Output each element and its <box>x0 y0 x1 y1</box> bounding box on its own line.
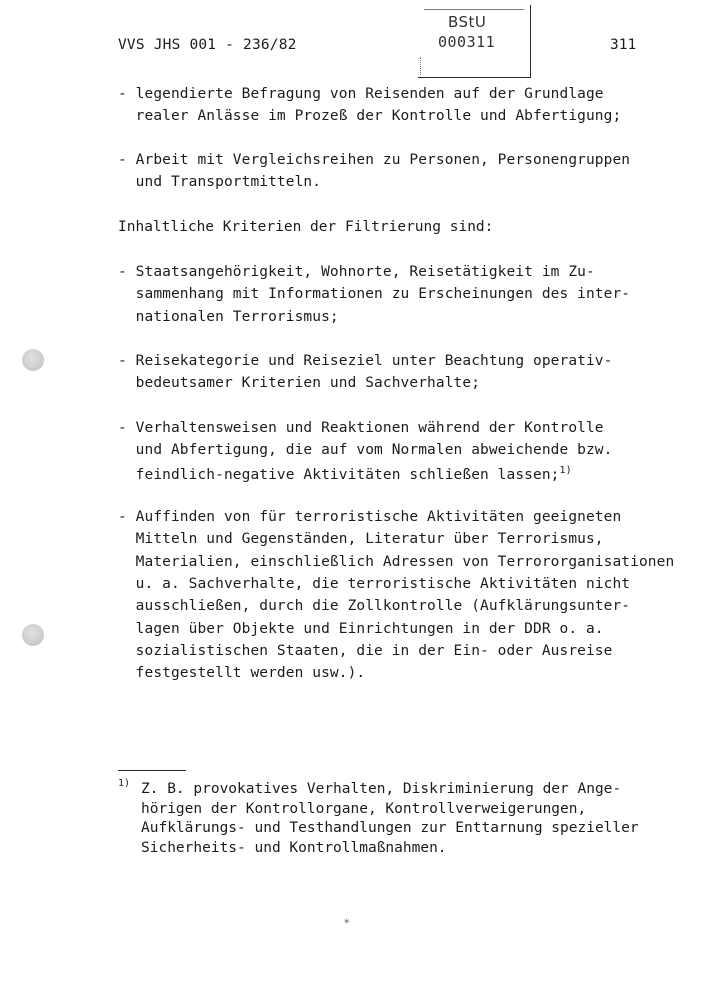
punch-hole-upper <box>22 349 44 371</box>
footnote-line: Sicherheits- und Kontrollmaßnahmen. <box>141 839 447 856</box>
stamp-edge-mark <box>420 57 427 75</box>
criteria-item-line: lagen über Objekte und Einrichtungen in der DDR o. a. <box>118 620 604 637</box>
list-item-line: realer Anlässe im Prozeß der Kontrolle und Abfertigung; <box>118 108 622 125</box>
punch-hole-lower <box>22 624 44 646</box>
list-item-line: - Arbeit mit Vergleichsreihen zu Personen, Personengruppen <box>118 152 631 168</box>
footnote-line: hörigen der Kontrollorgane, Kontrollverweigerungen, <box>141 800 587 817</box>
criteria-item-line: feindlich-negative Aktivitäten schließen lassen;$^{1)}$ <box>118 464 572 483</box>
document-reference: VVS JHS 001 - 236/82 <box>118 37 297 53</box>
list-item-line: und Transportmitteln. <box>118 174 322 191</box>
criteria-item-line: nationalen Terrorismus; <box>118 308 339 325</box>
footnote-separator <box>118 770 186 771</box>
section-intro: Inhaltliche Kriterien der Filtrierung sind: <box>118 219 494 235</box>
stamp-border-line <box>424 9 524 11</box>
criteria-item-line: - Verhaltensweisen und Reaktionen während der Kontrolle <box>118 420 604 436</box>
stamp-label: BStU <box>448 13 487 31</box>
stamp-number: 000311 <box>438 33 496 51</box>
list-item-line: - legendierte Befragung von Reisenden auf der Grundlage <box>118 86 604 102</box>
criteria-item-line: festgestellt werden usw.). <box>118 665 366 682</box>
criteria-item-line: - Auffinden von für terroristische Aktivitäten geeigneten <box>118 509 622 525</box>
page-number: 311 <box>610 37 637 53</box>
footnote-marker: 1) <box>118 778 131 789</box>
criteria-item-line: Materialien, einschließlich Adressen von Terrororganisationen <box>118 553 675 570</box>
footnote-line: Z. B. provokatives Verhalten, Diskriminierung der Ange- <box>141 781 622 797</box>
criteria-item-line: - Reisekategorie und Reiseziel unter Beachtung operativ- <box>118 353 613 369</box>
criteria-item-line: sammenhang mit Informationen zu Erscheinungen des inter- <box>118 286 631 303</box>
criteria-item-line: u. a. Sachverhalte, die terroristische Aktivitäten nicht <box>118 575 631 592</box>
criteria-item-line: sozialistischen Staaten, die in der Ein- oder Ausreise <box>118 642 613 659</box>
criteria-item-line: Mitteln und Gegenständen, Literatur über Terrorismus, <box>118 531 604 548</box>
criteria-item-line: ausschließen, durch die Zollkontrolle (Aufklärungsunter- <box>118 598 631 615</box>
criteria-item-line: und Abfertigung, die auf vom Normalen abweichende bzw. <box>118 442 613 459</box>
criteria-item-line: bedeutsamer Kriterien und Sachverhalte; <box>118 375 481 392</box>
criteria-item-line: - Staatsangehörigkeit, Wohnorte, Reisetätigkeit im Zu- <box>118 264 595 280</box>
bottom-mark: ⁎ <box>344 913 350 926</box>
archive-stamp <box>418 5 531 78</box>
footnote-line: Aufklärungs- und Testhandlungen zur Enttarnung spezieller <box>141 820 639 836</box>
footnote-reference: 1) <box>559 464 572 476</box>
